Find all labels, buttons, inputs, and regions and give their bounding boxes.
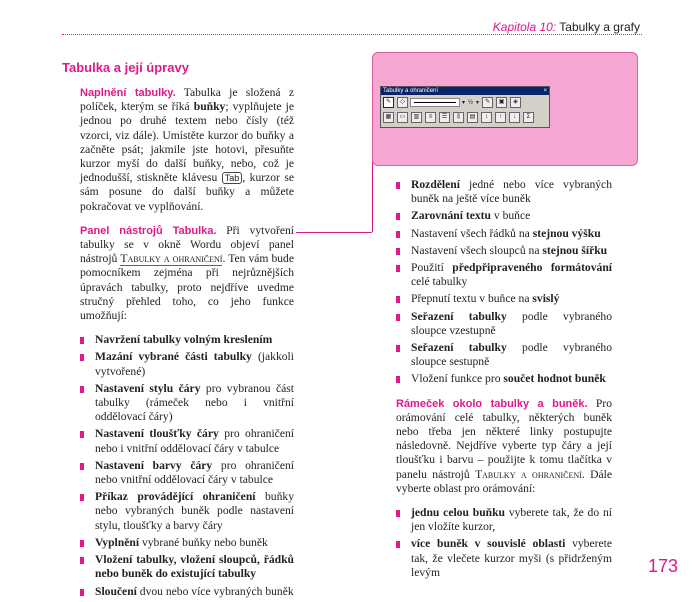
list-item [396, 227, 612, 241]
chapter-label: Kapitola 10: [492, 20, 557, 34]
close-icon[interactable]: × [543, 88, 547, 94]
text: , kurzor se sám posune do další buňky a můžete pokračovat ve vyplňování. [80, 171, 294, 213]
chevron-down-icon[interactable]: ▾ [462, 100, 466, 106]
text: Tabulka je složená z políček, kterým se říká [80, 86, 294, 114]
item-text: Použití [411, 261, 453, 275]
toolbar-title: Tabulky a ohraničení [383, 88, 439, 94]
item-text: dvou nebo více vybraných buněk [136, 584, 294, 598]
text: ; vyplňujete je jednou po druhé textem nebo čísly (též vzorci, viz dále). Umístěte kurzor do buňky a začněte psát; jakmile jste hotovi, přesuňte kurzor myší do další buňky, nebo, což je jednodušší, stiskněte klávesu [80, 100, 294, 185]
item-text: buňky nebo vybraných buněk podle nastavení stylu, tloušťky a barvy čáry [95, 490, 294, 532]
insert-table-icon[interactable]: ▦ [383, 112, 394, 123]
eraser-icon[interactable]: ◇ [397, 97, 408, 108]
right-column [396, 178, 612, 583]
merge-cells-icon[interactable]: ▭ [397, 112, 408, 123]
sort-ascending-icon[interactable]: ↑ [495, 112, 506, 123]
list-item [80, 350, 294, 378]
item-bold: Mazání vybrané části tabulky [95, 350, 252, 364]
item-bold: jednu celou buňku [411, 506, 505, 520]
item-text: vyberete tak, že vlečete kurzor myši (s přidrženým levým [411, 537, 612, 579]
item-bold: stejnou výšku [532, 226, 601, 240]
item-text: jedné nebo více vybraných buněk na ještě více buněk [411, 178, 612, 206]
callout-line [296, 232, 372, 233]
line-style-dropdown[interactable] [411, 99, 459, 106]
list-item [80, 382, 294, 425]
running-header [493, 20, 640, 34]
item-text: vybrané buňky nebo buněk [139, 535, 268, 549]
list-item [80, 553, 294, 581]
list-item [80, 585, 294, 599]
text: Pro orámování celé tabulky, některých buněk nebo třeba jen některé linky postupujte následovně. Nejdříve vyberte typ čáry a její tloušťku i barvu – použijte k tomu tlačítka v panelu nástrojů [396, 396, 612, 481]
lead-frame: Rámeček okolo tabulky a buněk. [396, 397, 588, 410]
draw-table-pencil-icon[interactable]: ✎ [383, 97, 394, 108]
lead-toolbar: Panel nástrojů Tabulka. [80, 224, 217, 237]
item-text: Nastavení všech sloupců na [411, 243, 543, 257]
list-item [396, 372, 612, 386]
distribute-rows-icon[interactable]: ☰ [439, 112, 450, 123]
line-weight-dropdown[interactable]: ½ [468, 99, 474, 106]
shading-color-icon[interactable]: ◈ [510, 97, 521, 108]
toolbar-row-1 [381, 95, 549, 110]
outside-border-icon[interactable]: ▣ [496, 97, 507, 108]
text: Při vytvoření tabulky se v okně Wordu objeví panel nástrojů [80, 223, 294, 266]
border-color-icon[interactable]: ✎ [482, 97, 493, 108]
tables-borders-toolbar [380, 86, 550, 128]
item-bold: Seřazení tabulky [411, 341, 507, 355]
item-text: Vložení funkce pro [411, 372, 504, 386]
item-text: celé tabulky [411, 275, 468, 289]
tab-key: Tab [222, 172, 243, 184]
list-item [396, 537, 612, 580]
list-item [396, 209, 612, 223]
item-bold: součet hodnot buněk [503, 372, 606, 386]
item-bold: svislý [532, 292, 560, 306]
left-column [80, 86, 294, 602]
item-text: (jakkoli vytvořené) [95, 350, 294, 378]
item-text: Přepnutí textu v buňce na [411, 292, 533, 306]
item-text: pro ohraničení nebo vnitřní oddělovací čáry v tabulce [95, 458, 294, 487]
item-text: pro vybranou část tabulky (rámeček nebo i vnitřní oddělovací čáry) [95, 381, 294, 424]
distribute-columns-icon[interactable]: ⫼ [453, 112, 464, 123]
list-item [396, 310, 612, 338]
item-bold: Nastavení stylu čáry [95, 381, 201, 395]
item-text: v buňce [490, 209, 531, 223]
list-item [80, 490, 294, 533]
lead-fill-table: Naplnění tabulky. [80, 87, 176, 99]
item-bold: Rozdělení [411, 178, 460, 191]
align-icon[interactable]: ≡ [425, 112, 436, 123]
paragraph-fill-table [80, 86, 294, 214]
item-text: podle vybraného sloupce vzestupně [411, 309, 612, 337]
chapter-title: Tabulky a grafy [559, 20, 640, 34]
item-bold: Příkaz provádějící ohraničení [95, 490, 256, 504]
item-text: Nastavení všech řádků na [411, 226, 533, 240]
text: . Dále vyberte oblast pro orámování: [396, 467, 613, 495]
item-bold: Nastavení barvy čáry [95, 458, 213, 472]
item-bold: Zarovnání textu [411, 209, 491, 223]
item-bold: Seřazení tabulky [411, 309, 507, 323]
text-direction-icon[interactable]: ↕ [481, 112, 492, 123]
toolbar-titlebar [381, 87, 549, 95]
item-bold: předpřipraveného formátování [452, 261, 612, 275]
list-item [80, 427, 294, 455]
header-rule [62, 34, 642, 35]
page-number: 173 [647, 556, 678, 576]
item-bold: Sloučení [95, 584, 137, 598]
toolbar-name-ref: Tabulky a ohraničení [475, 467, 582, 481]
term-cells: buňky [193, 100, 226, 114]
list-item [396, 261, 612, 289]
feature-list-left [80, 333, 294, 598]
list-item [396, 341, 612, 369]
toolbar-name-ref: Tabulky a ohraničení [120, 252, 223, 266]
item-bold: stejnou šířku [542, 243, 608, 257]
split-cells-icon[interactable]: ▥ [411, 112, 422, 123]
item-bold: Vyplnění [95, 535, 140, 549]
list-item [396, 178, 612, 206]
list-item [80, 536, 294, 550]
paragraph-frame [396, 397, 612, 496]
list-item [396, 244, 612, 258]
selection-list [396, 506, 612, 580]
item-bold: Nastavení tloušťky čáry [95, 427, 219, 441]
item-bold: Navržení tabulky volným kreslením [95, 333, 273, 347]
item-bold: Vložení tabulky, vložení sloupců, řádků nebo buněk do existující tabulky [95, 553, 294, 581]
item-text: pro ohraničení nebo i vnitřní oddělovací čáry v tabulce [95, 427, 294, 455]
toolbar-row-2 [381, 110, 549, 125]
list-item [80, 333, 294, 347]
item-text: podle vybraného sloupce sestupně [411, 341, 612, 369]
table-autoformat-icon[interactable]: ▤ [467, 112, 478, 123]
item-bold: více buněk v souvislé oblasti [411, 537, 566, 551]
paragraph-toolbar [80, 224, 294, 323]
list-item [396, 506, 612, 534]
text: . Ten vám bude pomocníkem zejména při nejrůznějších úpravách tabulky, proto nejdříve uvedme stručný přehled toho, co jeho funkce umožňují: [80, 252, 294, 323]
chevron-down-icon[interactable]: ▾ [476, 100, 480, 106]
list-item [80, 459, 294, 487]
sort-descending-icon[interactable]: ↓ [509, 112, 520, 123]
autosum-icon[interactable]: Σ [523, 112, 534, 123]
section-title: Tabulka a její úpravy [62, 60, 189, 75]
feature-list-right [396, 178, 612, 387]
item-text: vyberete tak, že do ní jen vložíte kurzor, [411, 506, 612, 534]
list-item [396, 292, 612, 306]
